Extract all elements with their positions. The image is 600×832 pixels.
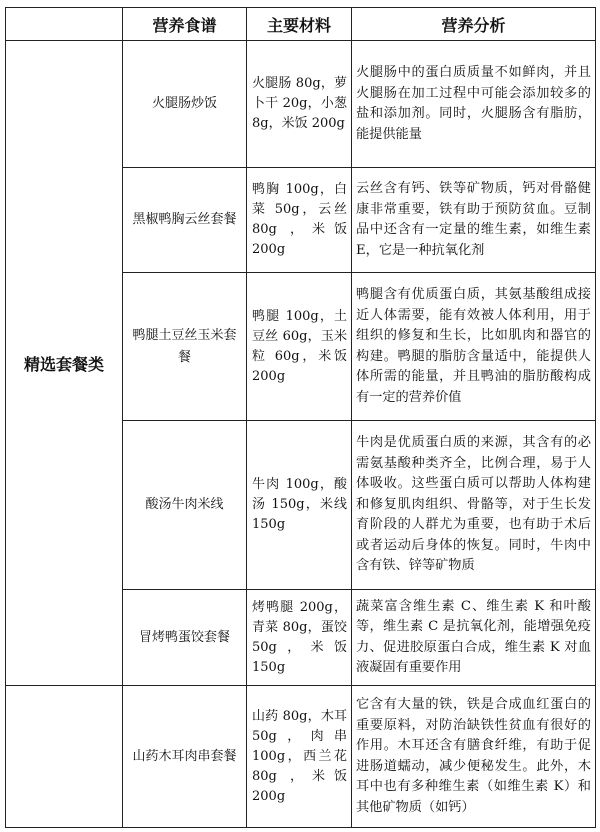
header-materials: 主要材料 [247, 8, 352, 41]
analysis-cell: 蔬菜富含维生素 C、维生素 K 和叶酸等，维生素 C 是抗氧化剂，能增强免疫力、促进胶原蛋白合成，维生素 K 对血液凝固有重要作用 [352, 590, 596, 686]
header-row [6, 8, 596, 41]
analysis-cell: 它含有大量的铁，铁是合成血红蛋白的重要原料，对防治缺铁性贫血有很好的作用。木耳还含有膳食纤维，有助于促进肠道蠕动，减少便秘发生。此外，木耳中也有多种维生素（如维生素 K）和其他矿物质（如钙） [352, 686, 596, 828]
table-row [6, 686, 596, 828]
nutrition-table [5, 7, 596, 828]
header-analysis: 营养分析 [352, 8, 596, 41]
dish-name: 酸汤牛肉米线 [123, 421, 247, 590]
category-empty-cell [6, 686, 123, 828]
category-label: 精选套餐类 [6, 41, 123, 686]
table-row [6, 41, 596, 168]
dish-name: 山药木耳肉串套餐 [123, 686, 247, 828]
materials-cell: 牛肉 100g，酸汤 150g，米线 150g [247, 421, 352, 590]
analysis-cell: 云丝含有钙、铁等矿物质，钙对骨骼健康非常重要，铁有助于预防贫血。豆制品中还含有一定量的维生素，如维生素 E，它是一种抗氧化剂 [352, 168, 596, 273]
analysis-cell: 鸭腿含有优质蛋白质，其氨基酸组成接近人体需要，能有效被人体利用，用于组织的修复和生长，比如肌肉和器官的构建。鸭腿的脂肪含量适中，能提供人体所需的能量，并且鸭油的脂肪酸构成有一定的营养价值 [352, 273, 596, 421]
dish-name: 冒烤鸭蛋饺套餐 [123, 590, 247, 686]
materials-cell: 鸭胸 100g，白菜 50g，云丝 80g ，米饭 200g [247, 168, 352, 273]
header-empty-cell [6, 8, 123, 41]
materials-cell: 鸭腿 100g，土豆丝 60g，玉米粒 60g，米饭 200g [247, 273, 352, 421]
materials-cell: 火腿肠 80g，萝卜干 20g，小葱 8g，米饭 200g [247, 41, 352, 168]
dish-name: 黑椒鸭胸云丝套餐 [123, 168, 247, 273]
materials-cell: 烤鸭腿 200g，青菜 80g，蛋饺 50g，米饭 150g [247, 590, 352, 686]
analysis-cell: 牛肉是优质蛋白质的来源，其含有的必需氨基酸种类齐全，比例合理，易于人体吸收。这些蛋白质可以帮助人体构建和修复肌肉组织、骨骼等，对于生长发育阶段的人群尤为重要，也有助于术后或者运动后身体的恢复。同时，牛肉中含有铁、锌等矿物质 [352, 421, 596, 590]
header-dish: 营养食谱 [123, 8, 247, 41]
analysis-cell: 火腿肠中的蛋白质质量不如鲜肉，并且火腿肠在加工过程中可能会添加较多的盐和添加剂。同时，火腿肠含有脂肪，能提供能量 [352, 41, 596, 168]
dish-name: 火腿肠炒饭 [123, 41, 247, 168]
dish-name: 鸭腿土豆丝玉米套餐 [123, 273, 247, 421]
materials-cell: 山药 80g，木耳 50g，肉串 100g，西兰花 80g ，米饭 200g [247, 686, 352, 828]
